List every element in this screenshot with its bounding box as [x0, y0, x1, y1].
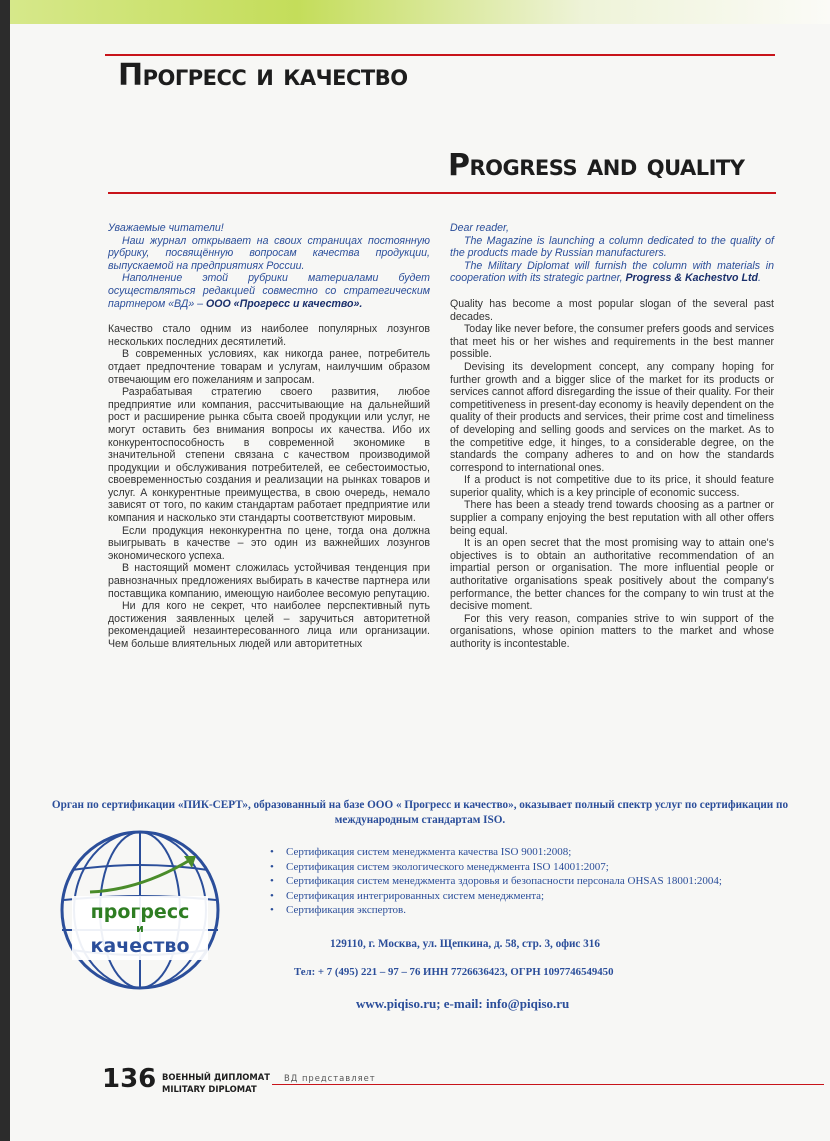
ru-intro [108, 222, 430, 310]
ru-paragraph: Разрабатывая стратегию своего развития, любое предприятие или компания, рассчитывающие на дальнейший рост и расширение рынка сбыта своей продукции или услуг, не могут оставить без внимания вопросы их качества. Ибо их конкурентоспособность в современной экономике в значительной степени связана с качеством производимой продукции и обслуживания потребителей, ее себестоимостью, своевременностью создания и реализации на рынках товаров и услуг. А конкурентные преимущества, в свою очередь, немало зависят от того, по каким стандартам работает предприятие или компания и насколько эти стандарты соответствуют мировым. [108, 386, 430, 525]
logo-word-and: и [136, 922, 144, 935]
page-number: 136 [102, 1064, 157, 1094]
logo-word-quality: качество [90, 935, 190, 957]
services-list [268, 845, 722, 918]
ru-paragraph: Если продукция неконкурентна по цене, тогда она должна выигрывать в качестве – это один из важнейших лозунгов экономического успеха. [108, 524, 430, 562]
en-paragraph: There has been a steady trend towards choosing as a partner or supplier a company enjoying the best reputation with all other offers being equal. [450, 499, 774, 537]
en-paragraph: Devising its development concept, any company hoping for further growth and a bigger slice of the market for its products or services cannot afford disregarding the issue of their quality. For their competitiveness in present-day economy is heavily dependent on the quality of their products and services, their prime cost and timeliness of developing and selling goods and services on the market. As to the competitive edge, it hinges, to a considerable degree, on the standards the company adheres to and on how the standards correspond to international ones. [450, 360, 774, 474]
ru-intro-paragraph: Наш журнал открывает на своих страницах постоянную рубрику, посвящённую вопросам качества продукции, выпускаемой на предприятиях России. [108, 234, 430, 272]
ru-partner-name: ООО «Прогресс и качество». [206, 297, 363, 310]
title-red-rule [108, 192, 776, 194]
en-greeting: Dear reader, [450, 222, 509, 234]
en-paragraph: It is an open secret that the most promising way to attain one's objectives is to obtain an authoritative recommendation of an impartial person or organisation. The more influential people or authoritative organisations speak positively about the company's performance, the better chances for the company to win trust at the decisive moment. [450, 537, 774, 613]
title-ru: Прогресс и качество [118, 58, 408, 93]
en-intro-text: The Military Diplomat will furnish the column with materials in cooperation with its strategic partner, [450, 259, 774, 285]
magazine-name-en: MILITARY DIPLOMAT [162, 1084, 257, 1094]
address: 129110, г. Москва, ул. Щепкина, д. 58, стр. 3, офис 316 [330, 938, 600, 950]
en-paragraph: Today like never before, the consumer prefers goods and services that meet his or her wishes and requirements in the best manner possible. [450, 323, 774, 361]
logo-word-progress: прогресс [90, 901, 190, 923]
ru-column [108, 222, 430, 651]
progress-quality-logo [50, 820, 230, 1000]
en-partner-name: Progress & Kachestvo Ltd [625, 272, 758, 285]
service-item: • Сертификация систем менеджмента здоровья и безопасности персонала OHSAS 18001:2004; [268, 874, 722, 889]
service-item: • Сертификация систем менеджмента качества ISO 9001:2008; [268, 845, 722, 860]
section-label: ВД представляет [284, 1073, 376, 1083]
en-column [450, 222, 774, 651]
top-color-band [10, 0, 830, 24]
ru-intro-text: Наполнение этой рубрики материалами будет осуществляться редакцией совместно со стратегическим партнером «ВД» – [108, 272, 430, 310]
en-paragraph: For this very reason, companies strive to win support of the organisations, whose opinion matters to the market and whose authority is incontestable. [450, 612, 774, 650]
ru-greeting: Уважаемые читатели! [108, 222, 224, 234]
en-paragraph: If a product is not competitive due to its price, it should feature superior quality, which is a key principle of economic success. [450, 474, 774, 499]
en-paragraph: Quality has become a most popular slogan of the several past decades. [450, 297, 774, 323]
magazine-name-ru: ВОЕННЫЙ ДИПЛОМАТ [162, 1072, 270, 1082]
service-item: • Сертификация экспертов. [268, 903, 722, 918]
ru-paragraph: Качество стало одним из наиболее популярных лозунгов нескольких последних десятилетий. [108, 323, 430, 348]
service-item: • Сертификация интегрированных систем менеджмента; [268, 889, 722, 904]
en-intro [450, 222, 774, 285]
en-intro-paragraph: The Magazine is launching a column dedicated to the quality of the products made by Russian manufacturers. [450, 234, 774, 260]
en-intro-paragraph [450, 260, 774, 285]
ru-paragraph: В современных условиях, как никогда ранее, потребитель отдает предпочтение товарам и услугам, наилучшим образом отвечающим его пожеланиям и запросам. [108, 348, 430, 386]
certification-headline: Орган по сертификации «ПИК-СЕРТ», образованный на базе ООО « Прогресс и качество», оказывает полный спектр услуг по сертификации по международным стандартам ISO. [51, 799, 789, 826]
service-item: • Сертификация систем экологического менеджмента ISO 14001:2007; [268, 860, 722, 875]
web-and-email[interactable]: www.piqiso.ru; e-mail: info@piqiso.ru [356, 996, 570, 1011]
en-intro-end: . [757, 272, 761, 285]
page-edge-bar [0, 0, 10, 1141]
title-en: Progress and quality [448, 148, 745, 183]
ru-paragraph: Ни для кого не секрет, что наиболее перспективный путь достижения заявленных целей – заручиться авторитетной рекомендацией незаинтересованного лица или организации. Чем больше влиятельных людей или авторитетных [108, 600, 430, 650]
phone-and-ids: Тел: + 7 (495) 221 – 97 – 76 ИНН 7726636423, ОГРН 1097746549450 [294, 966, 614, 978]
footer-red-rule [272, 1084, 824, 1085]
ru-intro-paragraph [108, 272, 430, 310]
ru-paragraph: В настоящий момент сложилась устойчивая тенденция при равнозначных предложениях выбирать в качестве партнера или поставщика компанию, имеющую наиболее весомую репутацию. [108, 562, 430, 600]
top-red-rule [105, 54, 775, 56]
